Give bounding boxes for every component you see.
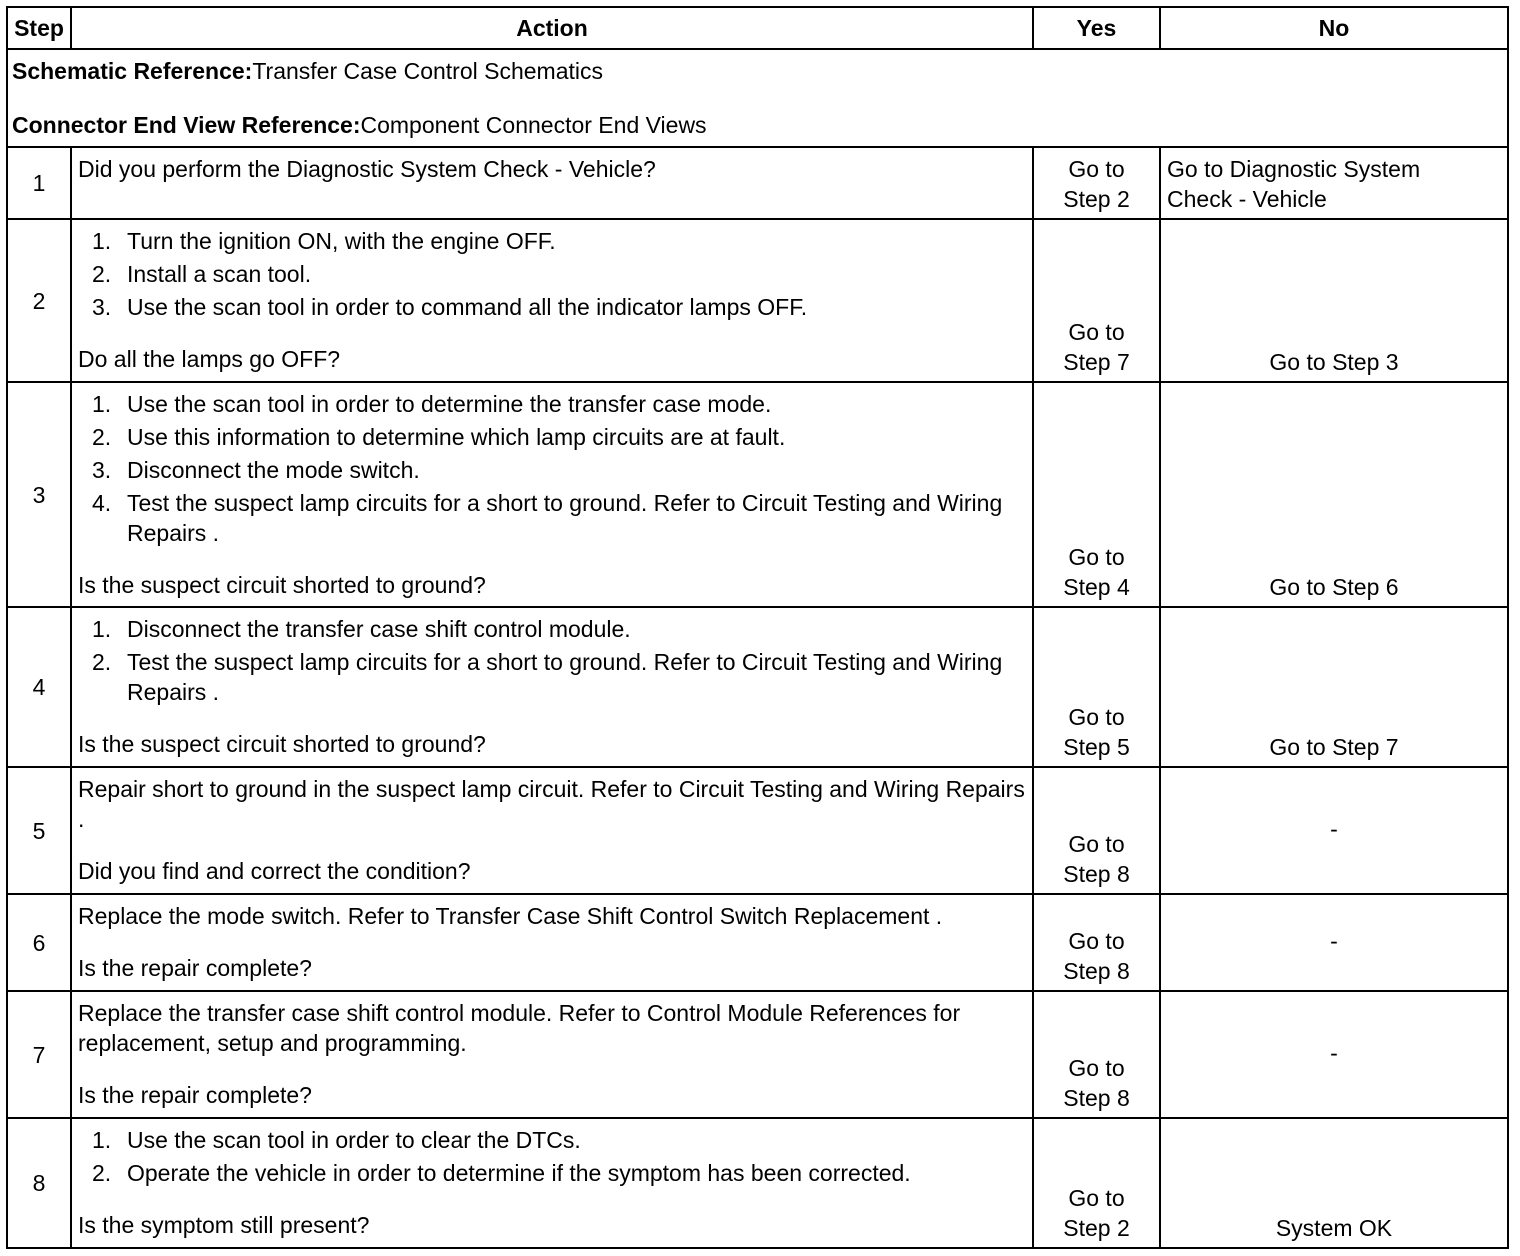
yes-text: Go to [1068, 156, 1125, 182]
table-row [7, 991, 1508, 1118]
yes-cell [1033, 1118, 1160, 1248]
yes-text: Step 2 [1063, 186, 1130, 212]
action-cell [71, 767, 1033, 894]
table-row [7, 767, 1508, 894]
step-number: 2 [7, 219, 71, 382]
no-cell [1160, 147, 1508, 219]
step-number: 1 [7, 147, 71, 219]
connector-reference [12, 110, 1503, 140]
action-text: Repair short to ground in the suspect lamp circuit. Refer to Circuit Testing and Wiring Repairs . [78, 776, 1025, 832]
header-row [7, 7, 1508, 49]
yes-text: Step 8 [1063, 861, 1130, 887]
list-item: 1. Turn the ignition ON, with the engine OFF. [92, 228, 556, 254]
action-text: Did you perform the Diagnostic System Check - Vehicle? [78, 156, 656, 182]
action-text: Replace the transfer case shift control module. Refer to Control Module References for replacement, setup and programming. [78, 1000, 961, 1056]
action-steps [78, 226, 1026, 322]
no-text: Check - Vehicle [1167, 186, 1327, 212]
action-cell [71, 894, 1033, 991]
yes-cell [1033, 607, 1160, 767]
connector-reference-value: Component Connector End Views [360, 112, 707, 138]
list-item: 2. Operate the vehicle in order to determine if the symptom has been corrected. [92, 1160, 911, 1186]
reference-row [7, 49, 1508, 147]
header-action: Action [71, 7, 1033, 49]
action-cell [71, 382, 1033, 607]
step-number: 6 [7, 894, 71, 991]
yes-text: Go to [1068, 831, 1125, 857]
action-steps [78, 389, 1026, 548]
step-number: 8 [7, 1118, 71, 1248]
no-cell: Go to Step 7 [1160, 607, 1508, 767]
schematic-reference-value: Transfer Case Control Schematics [252, 58, 604, 84]
yes-text: Step 8 [1063, 958, 1130, 984]
header-step: Step [7, 7, 71, 49]
list-item: 4. Test the suspect lamp circuits for a short to ground. Refer to Circuit Testing and Wiring Repairs . [92, 490, 1003, 546]
schematic-reference-label: Schematic Reference: [12, 58, 253, 84]
action-cell [71, 147, 1033, 219]
step-number: 5 [7, 767, 71, 894]
header-yes: Yes [1033, 7, 1160, 49]
yes-cell [1033, 219, 1160, 382]
list-item: 1. Use the scan tool in order to clear the DTCs. [92, 1127, 581, 1153]
yes-text: Go to [1068, 319, 1125, 345]
yes-text: Go to [1068, 1185, 1125, 1211]
yes-cell [1033, 767, 1160, 894]
action-question: Is the repair complete? [78, 955, 312, 981]
action-question: Is the suspect circuit shorted to ground? [78, 731, 486, 757]
table-row [7, 219, 1508, 382]
table-row [7, 147, 1508, 219]
connector-reference-label: Connector End View Reference: [12, 112, 361, 138]
no-text: Go to Diagnostic System [1167, 156, 1421, 182]
action-cell [71, 219, 1033, 382]
action-text: Replace the mode switch. Refer to Transfer Case Shift Control Switch Replacement . [78, 903, 943, 929]
action-question: Is the suspect circuit shorted to ground? [78, 572, 486, 598]
no-cell: Go to Step 6 [1160, 382, 1508, 607]
list-item: 1. Disconnect the transfer case shift control module. [92, 616, 631, 642]
action-question: Did you find and correct the condition? [78, 858, 471, 884]
no-cell: Go to Step 3 [1160, 219, 1508, 382]
no-cell: - [1160, 767, 1508, 894]
table-row [7, 894, 1508, 991]
yes-text: Go to [1068, 704, 1125, 730]
header-no: No [1160, 7, 1508, 49]
list-item: 2. Install a scan tool. [92, 261, 312, 287]
list-item: 2. Use this information to determine which lamp circuits are at fault. [92, 424, 786, 450]
yes-text: Go to [1068, 1055, 1125, 1081]
step-number: 4 [7, 607, 71, 767]
action-steps [78, 1125, 1026, 1188]
yes-text: Step 8 [1063, 1085, 1130, 1111]
action-question: Do all the lamps go OFF? [78, 346, 341, 372]
list-item: 3. Use the scan tool in order to command all the indicator lamps OFF. [92, 294, 808, 320]
yes-text: Step 2 [1063, 1215, 1130, 1241]
table-row [7, 1118, 1508, 1248]
action-cell [71, 607, 1033, 767]
list-item: 3. Disconnect the mode switch. [92, 457, 420, 483]
yes-text: Step 5 [1063, 734, 1130, 760]
yes-cell [1033, 147, 1160, 219]
yes-text: Go to [1068, 544, 1125, 570]
table-row [7, 382, 1508, 607]
schematic-reference [12, 56, 1503, 86]
no-cell: System OK [1160, 1118, 1508, 1248]
action-question: Is the symptom still present? [78, 1212, 370, 1238]
action-cell [71, 1118, 1033, 1248]
action-steps [78, 614, 1026, 707]
yes-text: Go to [1068, 928, 1125, 954]
yes-cell [1033, 991, 1160, 1118]
no-cell: - [1160, 991, 1508, 1118]
yes-cell [1033, 382, 1160, 607]
table-row [7, 607, 1508, 767]
diagnostic-table [6, 6, 1509, 1249]
no-cell: - [1160, 894, 1508, 991]
list-item: 1. Use the scan tool in order to determine the transfer case mode. [92, 391, 772, 417]
yes-text: Step 4 [1063, 574, 1130, 600]
yes-text: Step 7 [1063, 349, 1130, 375]
step-number: 7 [7, 991, 71, 1118]
action-question: Is the repair complete? [78, 1082, 312, 1108]
yes-cell [1033, 894, 1160, 991]
step-number: 3 [7, 382, 71, 607]
list-item: 2. Test the suspect lamp circuits for a short to ground. Refer to Circuit Testing and Wiring Repairs . [92, 649, 1003, 705]
action-cell [71, 991, 1033, 1118]
